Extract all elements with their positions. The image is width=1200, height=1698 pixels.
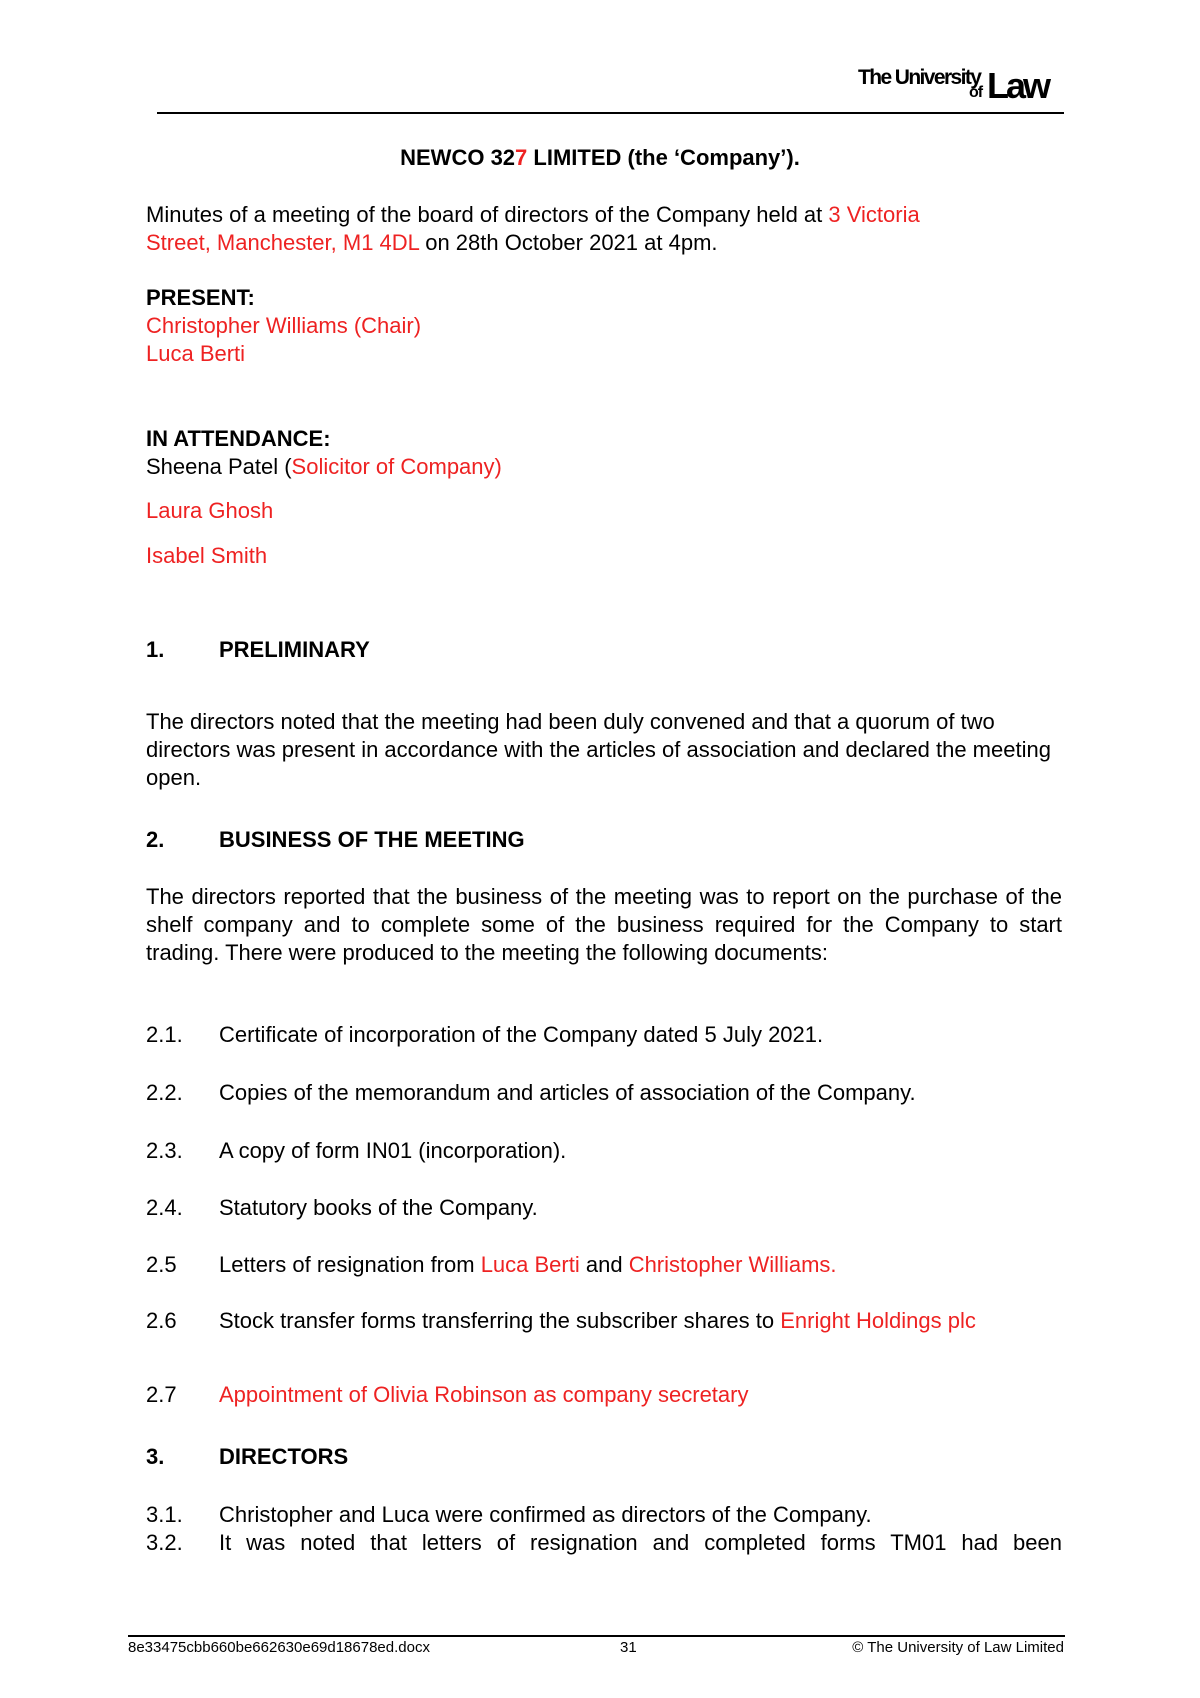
- title-part-1: NEWCO 32: [400, 145, 516, 170]
- item-3-2-number: 3.2.: [146, 1530, 183, 1555]
- document-title: [0, 144, 1200, 172]
- item-2-5-name-luca: Luca Berti: [480, 1252, 580, 1277]
- intro-text-2: on 28th October 2021 at 4pm.: [419, 230, 718, 255]
- present-member-1: Christopher Williams (Chair): [146, 313, 422, 338]
- item-2-6-text: [219, 1307, 976, 1335]
- footer-rule: [128, 1635, 1065, 1637]
- item-3-2-text: It was noted that letters of resignation and completed forms TM01 had been: [219, 1530, 1062, 1555]
- item-2-2-number: 2.2.: [146, 1080, 183, 1105]
- section-3-number: 3.: [146, 1444, 165, 1469]
- footer-page-number: 31: [620, 1639, 637, 1656]
- footer-filename: 8e33475cbb660be662630e69d18678ed.docx: [128, 1639, 430, 1656]
- item-2-1-number: 2.1.: [146, 1022, 183, 1047]
- title-part-2: 7: [515, 145, 528, 170]
- section-2-body: The directors reported that the business of the meeting was to report on the purchase of the shelf company and to complete some of the business required for the Company to start trading. There were produced to the meeting the following documents:: [146, 884, 1062, 965]
- item-2-5-name-christopher: Christopher Williams.: [628, 1252, 837, 1277]
- intro-address-1: 3 Victoria: [828, 202, 920, 227]
- item-2-4-number: 2.4.: [146, 1195, 183, 1220]
- item-2-7-text: Appointment of Olivia Robinson as company secretary: [219, 1382, 749, 1407]
- item-2-7-number: 2.7: [146, 1382, 177, 1407]
- present-heading: PRESENT:: [146, 285, 255, 310]
- item-2-5-text: [219, 1251, 837, 1279]
- item-2-5-text-a: Letters of resignation from: [219, 1252, 481, 1277]
- attendance-sheena: [146, 453, 502, 481]
- logo-text-law: Law: [987, 65, 1049, 106]
- item-2-6-number: 2.6: [146, 1308, 177, 1333]
- section-1-number: 1.: [146, 637, 165, 662]
- intro-line-2: [146, 229, 718, 257]
- attendance-heading: IN ATTENDANCE:: [146, 426, 331, 451]
- attendance-other-1: Laura Ghosh: [146, 498, 274, 523]
- section-2-heading: BUSINESS OF THE MEETING: [219, 827, 525, 852]
- item-2-2-text: Copies of the memorandum and articles of association of the Company.: [219, 1080, 916, 1105]
- present-member-2: Luca Berti: [146, 341, 246, 366]
- section-1-body: The directors noted that the meeting had been duly convened and that a quorum of two directors was present in accordance with the articles of association and declared the meeting open.: [146, 709, 1051, 790]
- item-2-5-text-b: and: [579, 1252, 629, 1277]
- item-2-3-text: A copy of form IN01 (incorporation).: [219, 1138, 567, 1163]
- intro-text-1: Minutes of a meeting of the board of directors of the Company held at: [146, 202, 829, 227]
- logo-text-of: of: [969, 84, 983, 101]
- header-rule: [157, 112, 1064, 114]
- section-1-heading: PRELIMINARY: [219, 637, 370, 662]
- item-3-1-number: 3.1.: [146, 1502, 183, 1527]
- item-2-6-text-a: Stock transfer forms transferring the subscriber shares to: [219, 1308, 781, 1333]
- footer-copyright: © The University of Law Limited: [852, 1639, 1064, 1656]
- item-2-4-text: Statutory books of the Company.: [219, 1195, 538, 1220]
- university-of-law-logo: [858, 62, 1064, 107]
- section-2-number: 2.: [146, 827, 165, 852]
- item-3-1-text: Christopher and Luca were confirmed as directors of the Company.: [219, 1502, 872, 1527]
- logo-text-the-university: The University: [858, 66, 981, 89]
- intro-address-2: Street, Manchester, M1 4DL: [146, 230, 420, 255]
- section-3-heading: DIRECTORS: [219, 1444, 349, 1469]
- title-part-3: LIMITED (the ‘Company’).: [527, 145, 800, 170]
- intro-line-1: [146, 201, 920, 229]
- attendance-sheena-name: Sheena Patel (: [146, 454, 292, 479]
- attendance-sheena-role: Solicitor of Company): [291, 454, 502, 479]
- item-2-3-number: 2.3.: [146, 1138, 183, 1163]
- item-2-1-text: Certificate of incorporation of the Company dated 5 July 2021.: [219, 1022, 824, 1047]
- item-2-5-number: 2.5: [146, 1252, 177, 1277]
- item-2-6-company: Enright Holdings plc: [780, 1308, 976, 1333]
- attendance-other-2: Isabel Smith: [146, 543, 268, 568]
